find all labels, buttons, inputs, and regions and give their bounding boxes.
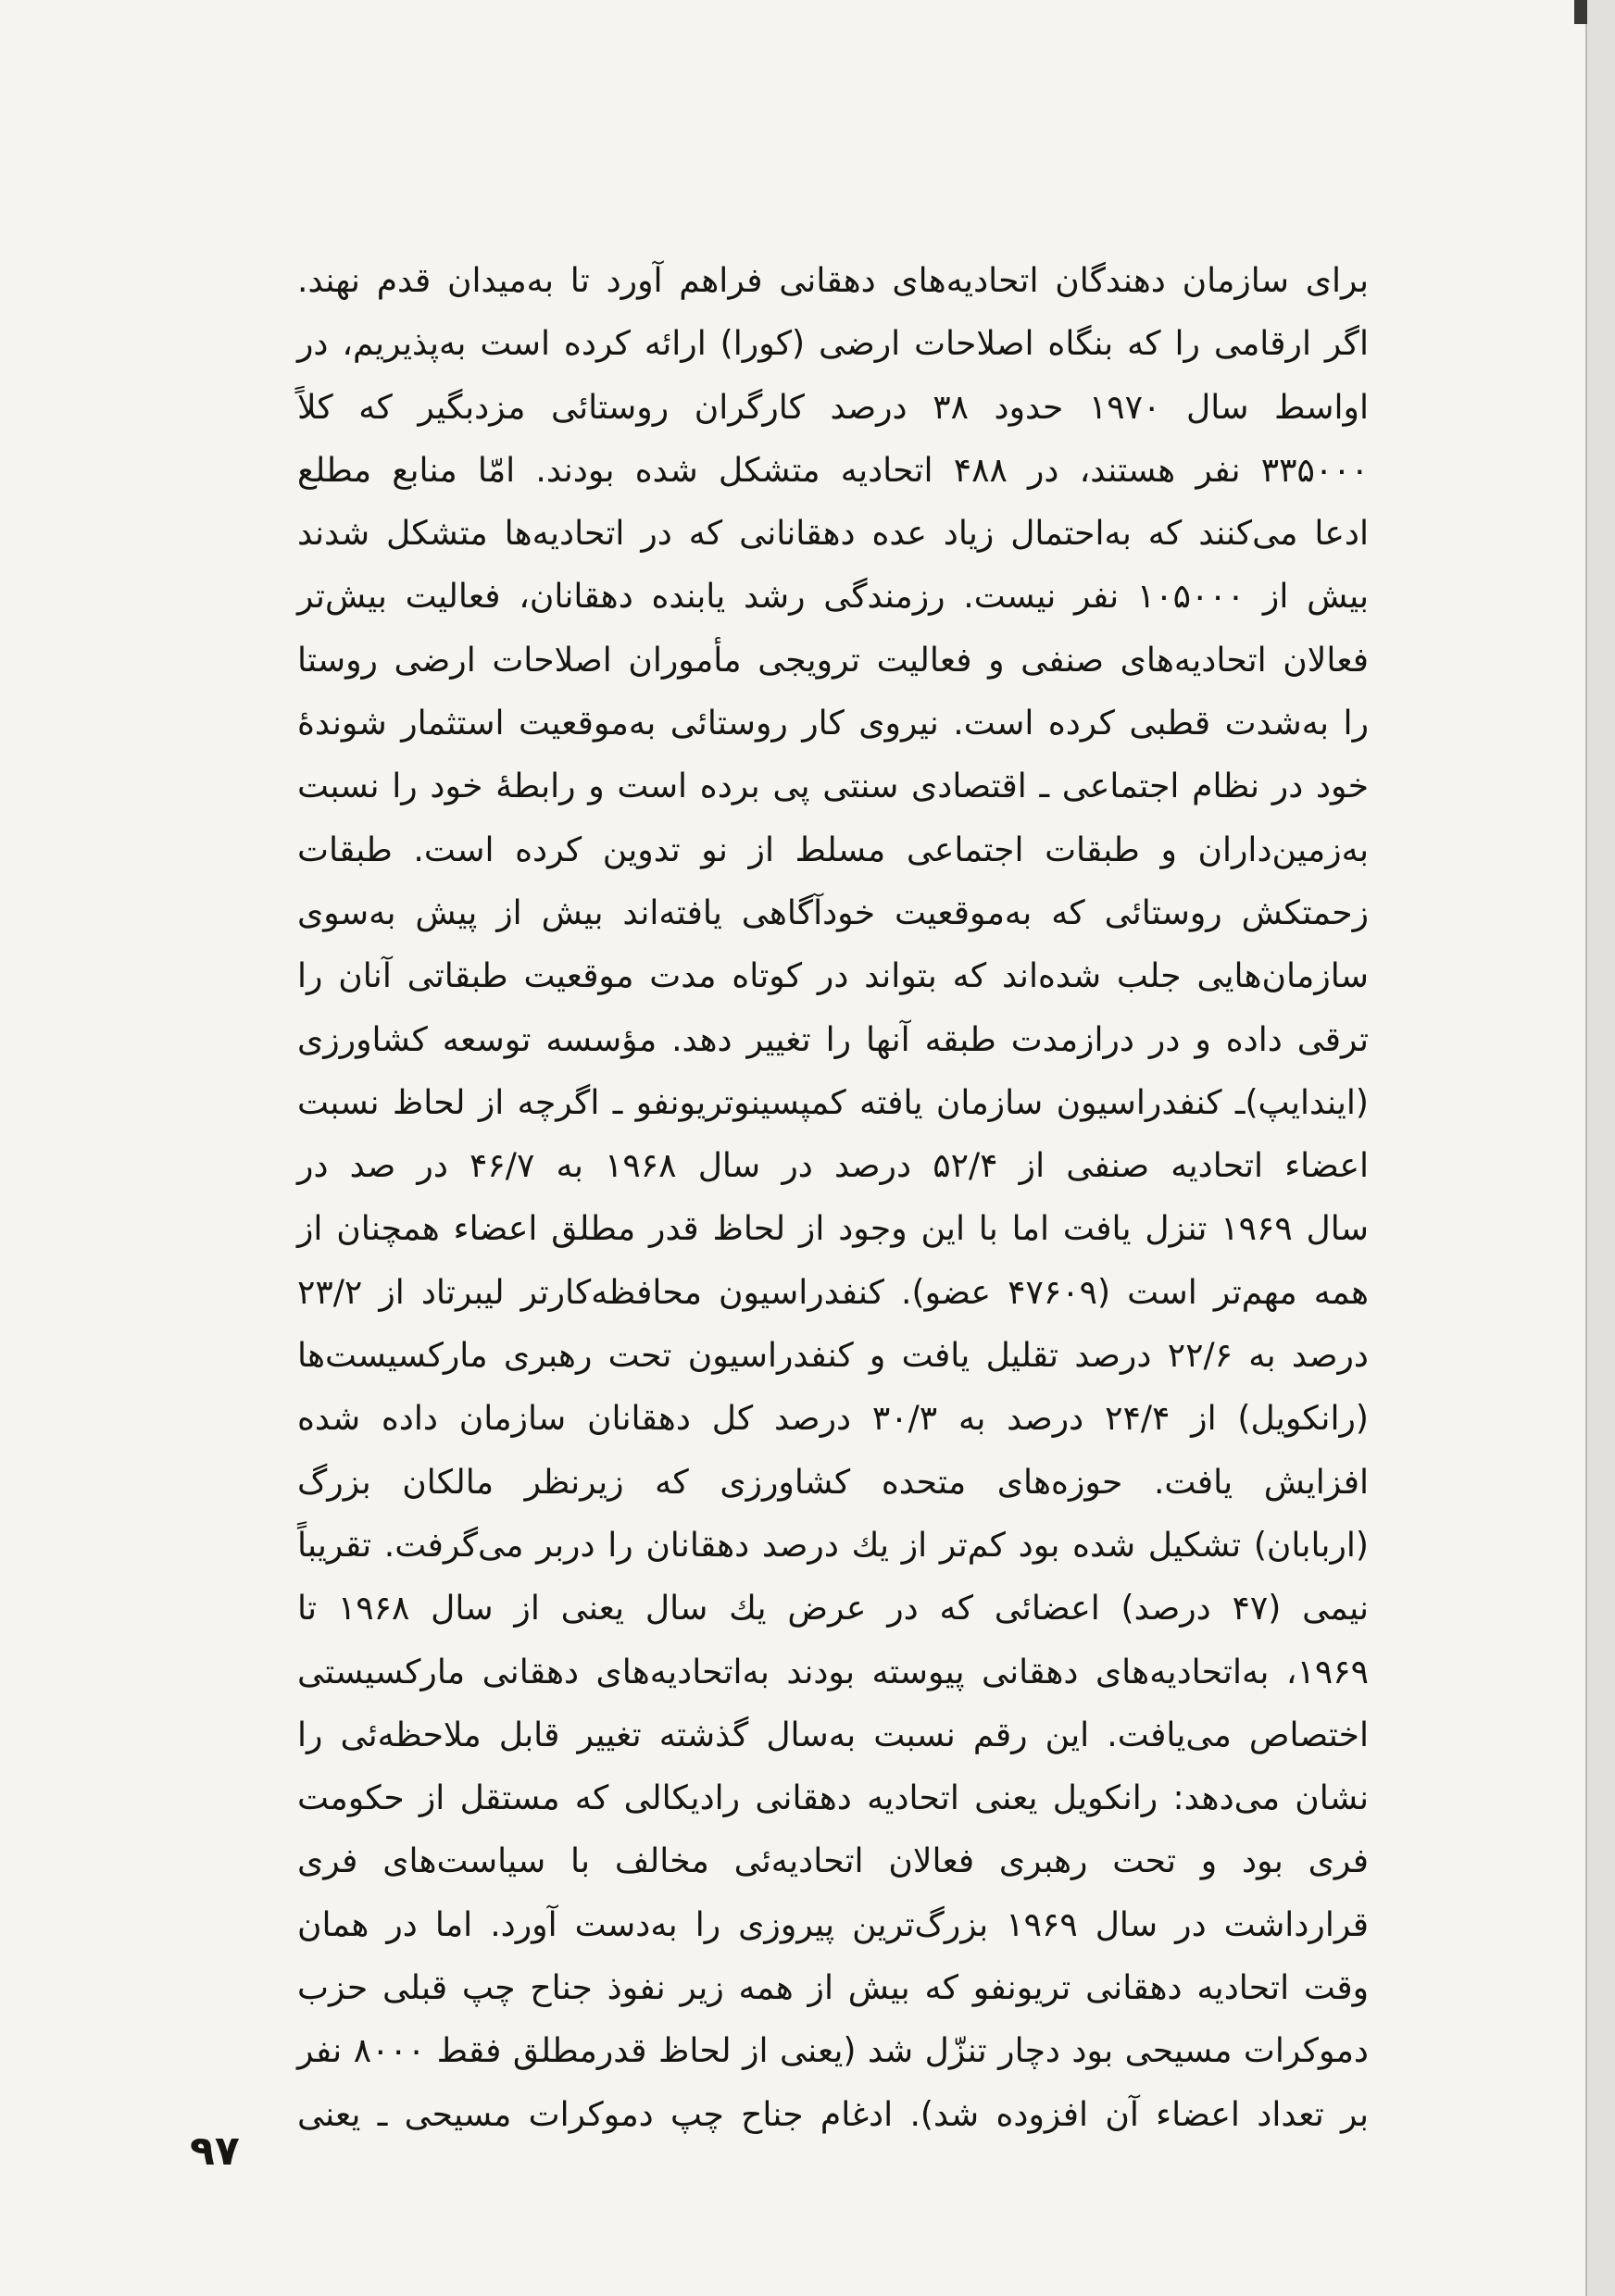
text-line-content: نشان می‌دهد: رانکویل یعنی اتحادیه دهقانی رادیکالی که مستقل از حکومت bbox=[297, 1778, 1369, 1818]
text-line-content: سازمان‌هایی جلب شده‌اند که بتواند در کوتاه مدت موقعیت طبقاتی آنان را bbox=[297, 956, 1369, 996]
text-line bbox=[297, 2083, 1369, 2146]
text-line-content: قرارداشت در سال ۱۹۶۹ بزرگ‌ترین پیروزی را به‌دست آورد. اما در همان bbox=[297, 1904, 1369, 1944]
text-line bbox=[297, 881, 1369, 944]
text-line bbox=[297, 944, 1369, 1007]
page-number: ۹۷ bbox=[190, 2128, 240, 2175]
text-line bbox=[297, 692, 1369, 755]
text-line bbox=[297, 1261, 1369, 1324]
text-line bbox=[297, 755, 1369, 817]
page-edge bbox=[1585, 0, 1615, 2296]
text-line bbox=[297, 312, 1369, 375]
text-line-content: سال ۱۹۶۹ تنزل یافت اما با این وجود از لحاظ قدر مطلق اعضاء همچنان از bbox=[297, 1209, 1369, 1249]
text-line-content: فری بود و تحت رهبری فعالان اتحادیه‌ئی مخالف با سیاست‌های فری bbox=[297, 1841, 1369, 1881]
text-line-content: را به‌شدت قطبی کرده است. نیروی کار روستائی به‌موقعیت استثمار شوندهٔ bbox=[297, 704, 1369, 743]
text-line bbox=[297, 565, 1369, 628]
text-line bbox=[297, 1324, 1369, 1387]
text-line bbox=[297, 1893, 1369, 1956]
text-line-content: برای سازمان دهندگان اتحادیه‌های دهقانی فراهم آورد تا به‌میدان قدم نهند. bbox=[297, 261, 1369, 300]
text-line bbox=[297, 1451, 1369, 1514]
text-line bbox=[297, 502, 1369, 565]
text-line bbox=[297, 1008, 1369, 1071]
text-line bbox=[297, 1703, 1369, 1766]
text-line-content: همه مهم‌تر است (۴۷۶۰۹ عضو). کنفدراسیون محافظه‌کارتر لیبرتاد از ۲۳/۲ bbox=[297, 1272, 1369, 1312]
text-line bbox=[297, 629, 1369, 692]
text-line bbox=[297, 439, 1369, 502]
text-line bbox=[297, 1197, 1369, 1260]
text-line bbox=[297, 2019, 1369, 2082]
text-line-content: دموکرات مسیحی بود دچار تنزّل شد (یعنی از لحاظ قدرمطلق فقط ۸۰۰۰ نفر bbox=[297, 2031, 1369, 2071]
text-line-content: ۱۹۶۹، به‌اتحادیه‌های دهقانی پیوسته بودند به‌اتحادیه‌های دهقانی مارکسیستی bbox=[297, 1652, 1369, 1691]
scan-corner-mark bbox=[1574, 0, 1587, 24]
text-line bbox=[297, 1134, 1369, 1197]
text-line bbox=[297, 1956, 1369, 2019]
text-line-content: ۳۳۵۰۰۰ نفر هستند، در ۴۸۸ اتحادیه متشکل شده بودند. امّا منابع مطلع bbox=[297, 450, 1369, 490]
text-line bbox=[297, 376, 1369, 439]
text-line-content: وقت اتحادیه دهقانی تریونفو که بیش از همه زیر نفوذ جناح چپ قبلی حزب bbox=[297, 1968, 1369, 2008]
text-line-content: ترقی داده و در درازمدت طبقه آنها را تغییر دهد. مؤسسه توسعه کشاورزی bbox=[297, 1019, 1369, 1059]
text-line-content: اگر ارقامی را که بنگاه اصلاحات ارضی (کورا) ارائه کرده است به‌پذیریم، در bbox=[297, 324, 1369, 364]
text-line bbox=[297, 1577, 1369, 1640]
text-line bbox=[297, 1387, 1369, 1450]
text-line bbox=[297, 1829, 1369, 1892]
text-line-content: اختصاص می‌یافت. این رقم نسبت به‌سال گذشته تغییر قابل ملاحظه‌ئی را bbox=[297, 1715, 1369, 1754]
text-line bbox=[297, 1766, 1369, 1829]
text-line-content: درصد به ۲۲/۶ درصد تقلیل یافت و کنفدراسیون تحت رهبری مارکسیست‌ها bbox=[297, 1336, 1369, 1376]
text-line bbox=[297, 249, 1369, 312]
text-line-content: افزایش یافت. حوزه‌های متحده کشاورزی که زیرنظر مالکان بزرگ bbox=[297, 1462, 1369, 1502]
text-line-content: نیمی (۴۷ درصد) اعضائی که در عرض یك سال یعنی از سال ۱۹۶۸ تا bbox=[297, 1589, 1369, 1628]
text-line-content: (اربابان) تشکیل شده بود کم‌تر از یك درصد دهقانان را دربر می‌گرفت. تقریباً bbox=[297, 1525, 1369, 1565]
text-line bbox=[297, 1641, 1369, 1703]
text-line bbox=[297, 818, 1369, 881]
text-line-content: زحمتکش روستائی که به‌موقعیت خودآگاهی یافته‌اند بیش از پیش به‌سوی bbox=[297, 892, 1369, 932]
text-line-content: ادعا می‌کنند که به‌احتمال زیاد عده دهقانانی که در اتحادیه‌ها متشکل شدند bbox=[297, 514, 1369, 554]
text-line-content: بر تعداد اعضاء آن افزوده شد). ادغام جناح چپ دموکرات مسیحی ـ یعنی bbox=[297, 2094, 1369, 2134]
text-line-content: خود در نظام اجتماعی ـ اقتصادی سنتی پی برده است و رابطهٔ خود را نسبت bbox=[297, 767, 1369, 806]
text-line-content: به‌زمین‌داران و طبقات اجتماعی مسلط از نو تدوین کرده است. طبقات bbox=[297, 830, 1369, 869]
text-line-content: اواسط سال ۱۹۷۰ حدود ۳۸ درصد کارگران روستائی مزدبگیر که کلاً bbox=[296, 387, 1369, 427]
text-line-content: (رانکویل) از ۲۴/۴ درصد به ۳۰/۳ درصد کل دهقانان سازمان داده شده bbox=[297, 1399, 1369, 1439]
text-line bbox=[297, 1071, 1369, 1134]
body-text bbox=[297, 249, 1369, 2146]
text-line-content: (ایندایپ)ـ کنفدراسیون سازمان یافته کمپسینوتریونفو ـ اگرچه از لحاظ نسبت bbox=[297, 1082, 1369, 1122]
text-line-content: فعالان اتحادیه‌های صنفی و فعالیت ترویجی مأموران اصلاحات ارضی روستا bbox=[297, 640, 1369, 680]
text-line-content: بیش از ۱۰۵۰۰۰ نفر نیست. رزمندگی رشد یابنده دهقانان، فعالیت بیش‌تر bbox=[297, 577, 1369, 617]
text-line-content: اعضاء اتحادیه صنفی از ۵۲/۴ درصد در سال ۱۹۶۸ به ۴۶/۷ در صد در bbox=[297, 1146, 1369, 1186]
text-line bbox=[297, 1514, 1369, 1577]
